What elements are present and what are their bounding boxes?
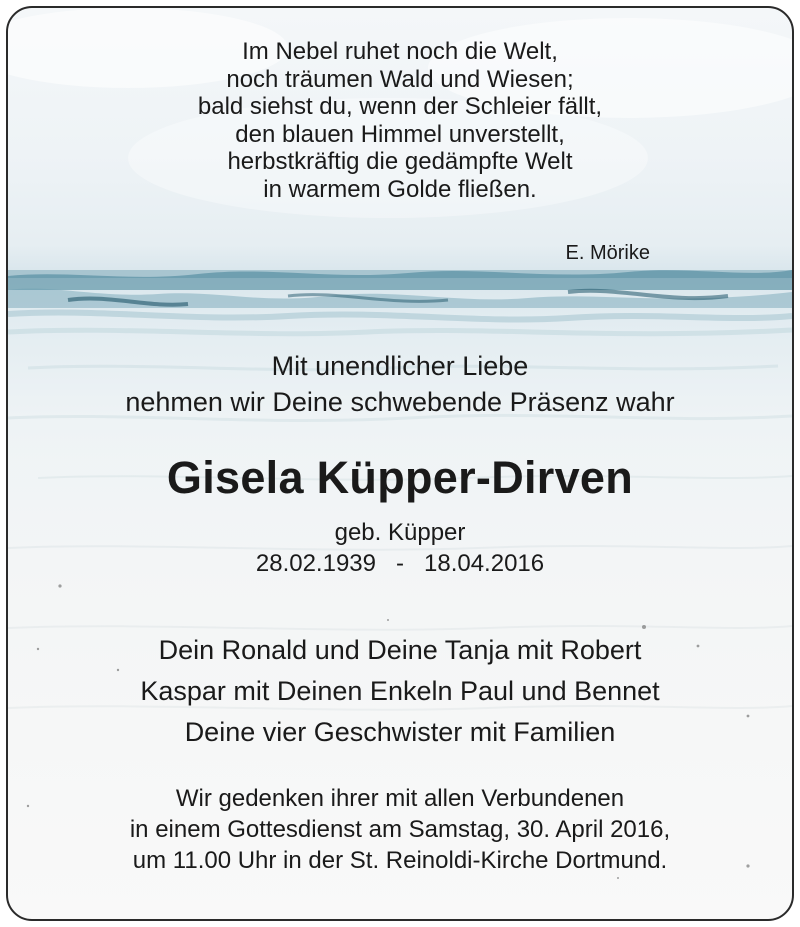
obituary-card	[6, 6, 794, 921]
mourner-line: Kaspar mit Deinen Enkeln Paul und Bennet	[140, 676, 660, 706]
poem	[8, 38, 792, 203]
maiden-name: geb. Küpper	[334, 519, 466, 546]
mourner-line: Deine vier Geschwister mit Familien	[184, 717, 616, 747]
mourners-list	[8, 630, 792, 753]
intro-line: Mit unendlicher Liebe	[271, 351, 529, 381]
poem-line: bald siehst du, wenn der Schleier fällt,	[197, 93, 603, 120]
poem-line: Im Nebel ruhet noch die Welt,	[242, 38, 558, 65]
service-line: um 11.00 Uhr in der St. Reinoldi-Kirche Dortmund.	[132, 847, 668, 874]
poem-line: herbstkräftig die gedämpfte Welt	[227, 148, 573, 175]
service-line: Wir gedenken ihrer mit allen Verbundenen	[175, 785, 625, 812]
poem-line: noch träumen Wald und Wiesen;	[226, 65, 574, 93]
poem-author: E. Mörike	[565, 242, 650, 264]
intro-line: nehmen wir Deine schwebende Präsenz wahr	[125, 387, 675, 417]
intro-text	[8, 348, 792, 420]
deceased-name: Gisela Küpper-Dirven	[166, 452, 634, 503]
service-line: in einem Gottesdienst am Samstag, 30. April 2016,	[129, 816, 671, 843]
mourner-line: Dein Ronald und Deine Tanja mit Robert	[158, 635, 642, 665]
poem-line: den blauen Himmel unverstellt,	[235, 120, 565, 148]
service-notice	[8, 783, 792, 876]
poem-line: in warmem Golde fließen.	[263, 175, 537, 203]
life-dates: 28.02.1939 - 18.04.2016	[255, 550, 545, 577]
